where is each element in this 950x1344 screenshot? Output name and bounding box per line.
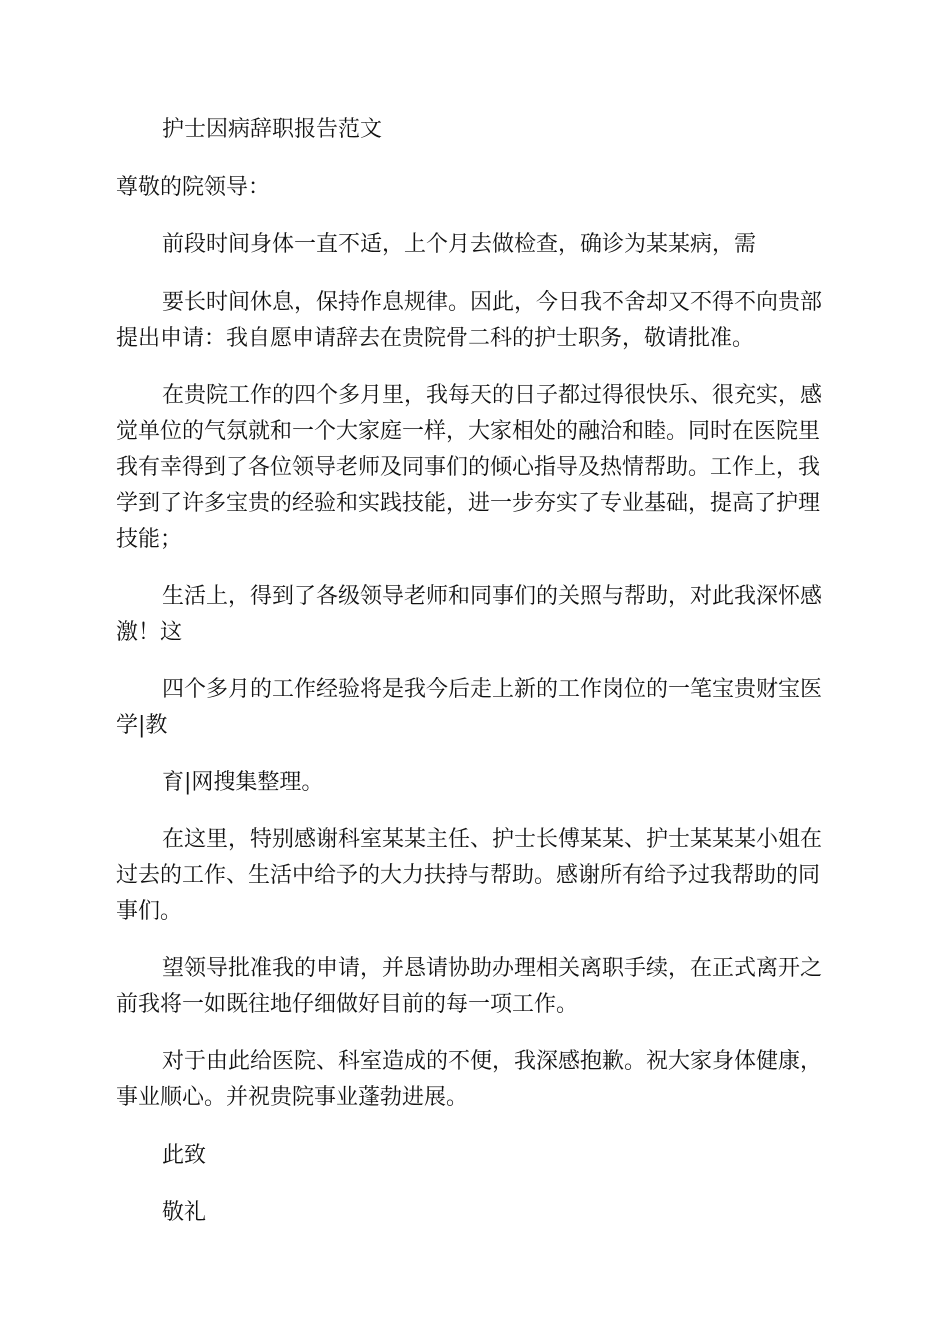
body-line: 技能； xyxy=(116,527,183,552)
body-line: 过去的工作、生活中给予的大力扶持与帮助。感谢所有给予过我帮助的同 xyxy=(116,863,821,888)
body-line: 四个多月的工作经验将是我今后走上新的工作岗位的一笔宝贵财宝医 xyxy=(162,677,823,702)
body-line: 在贵院工作的四个多月里，我每天的日子都过得很快乐、很充实，感 xyxy=(162,383,823,408)
document-title: 护士因病辞职报告范文 xyxy=(162,117,383,142)
body-line: 激！这 xyxy=(116,620,183,645)
body-line: 前段时间身体一直不适，上个月去做检查，确诊为某某病，需 xyxy=(162,232,757,257)
body-line: 提出申请：我自愿申请辞去在贵院骨二科的护士职务，敬请批准。 xyxy=(116,326,755,351)
body-line: 要长时间休息，保持作息规律。因此，今日我不舍却又不得不向贵部 xyxy=(162,290,823,315)
body-line: 望领导批准我的申请，并恳请协助办理相关离职手续，在正式离开之 xyxy=(162,956,823,981)
body-line: 育|网搜集整理。 xyxy=(162,770,324,795)
salutation: 尊敬的院领导： xyxy=(116,175,271,200)
body-line: 我有幸得到了各位领导老师及同事们的倾心指导及热情帮助。工作上，我 xyxy=(116,455,821,480)
body-line: 前我将一如既往地仔细做好目前的每一项工作。 xyxy=(116,992,579,1017)
closing-line: 敬礼 xyxy=(162,1200,207,1225)
body-line: 在这里，特别感谢科室某某主任、护士长傅某某、护士某某某小姐在 xyxy=(162,827,823,852)
body-line: 学|教 xyxy=(116,713,168,738)
body-line: 觉单位的气氛就和一个大家庭一样，大家相处的融洽和睦。同时在医院里 xyxy=(116,419,821,444)
body-line: 生活上，得到了各级领导老师和同事们的关照与帮助，对此我深怀感 xyxy=(162,584,823,609)
body-line: 对于由此给医院、科室造成的不便，我深感抱歉。祝大家身体健康， xyxy=(162,1049,823,1074)
body-line: 事业顺心。并祝贵院事业蓬勃进展。 xyxy=(116,1085,469,1110)
closing-line: 此致 xyxy=(162,1143,207,1168)
body-line: 学到了许多宝贵的经验和实践技能，进一步夯实了专业基础，提高了护理 xyxy=(116,491,821,516)
body-line: 事们。 xyxy=(116,899,183,924)
